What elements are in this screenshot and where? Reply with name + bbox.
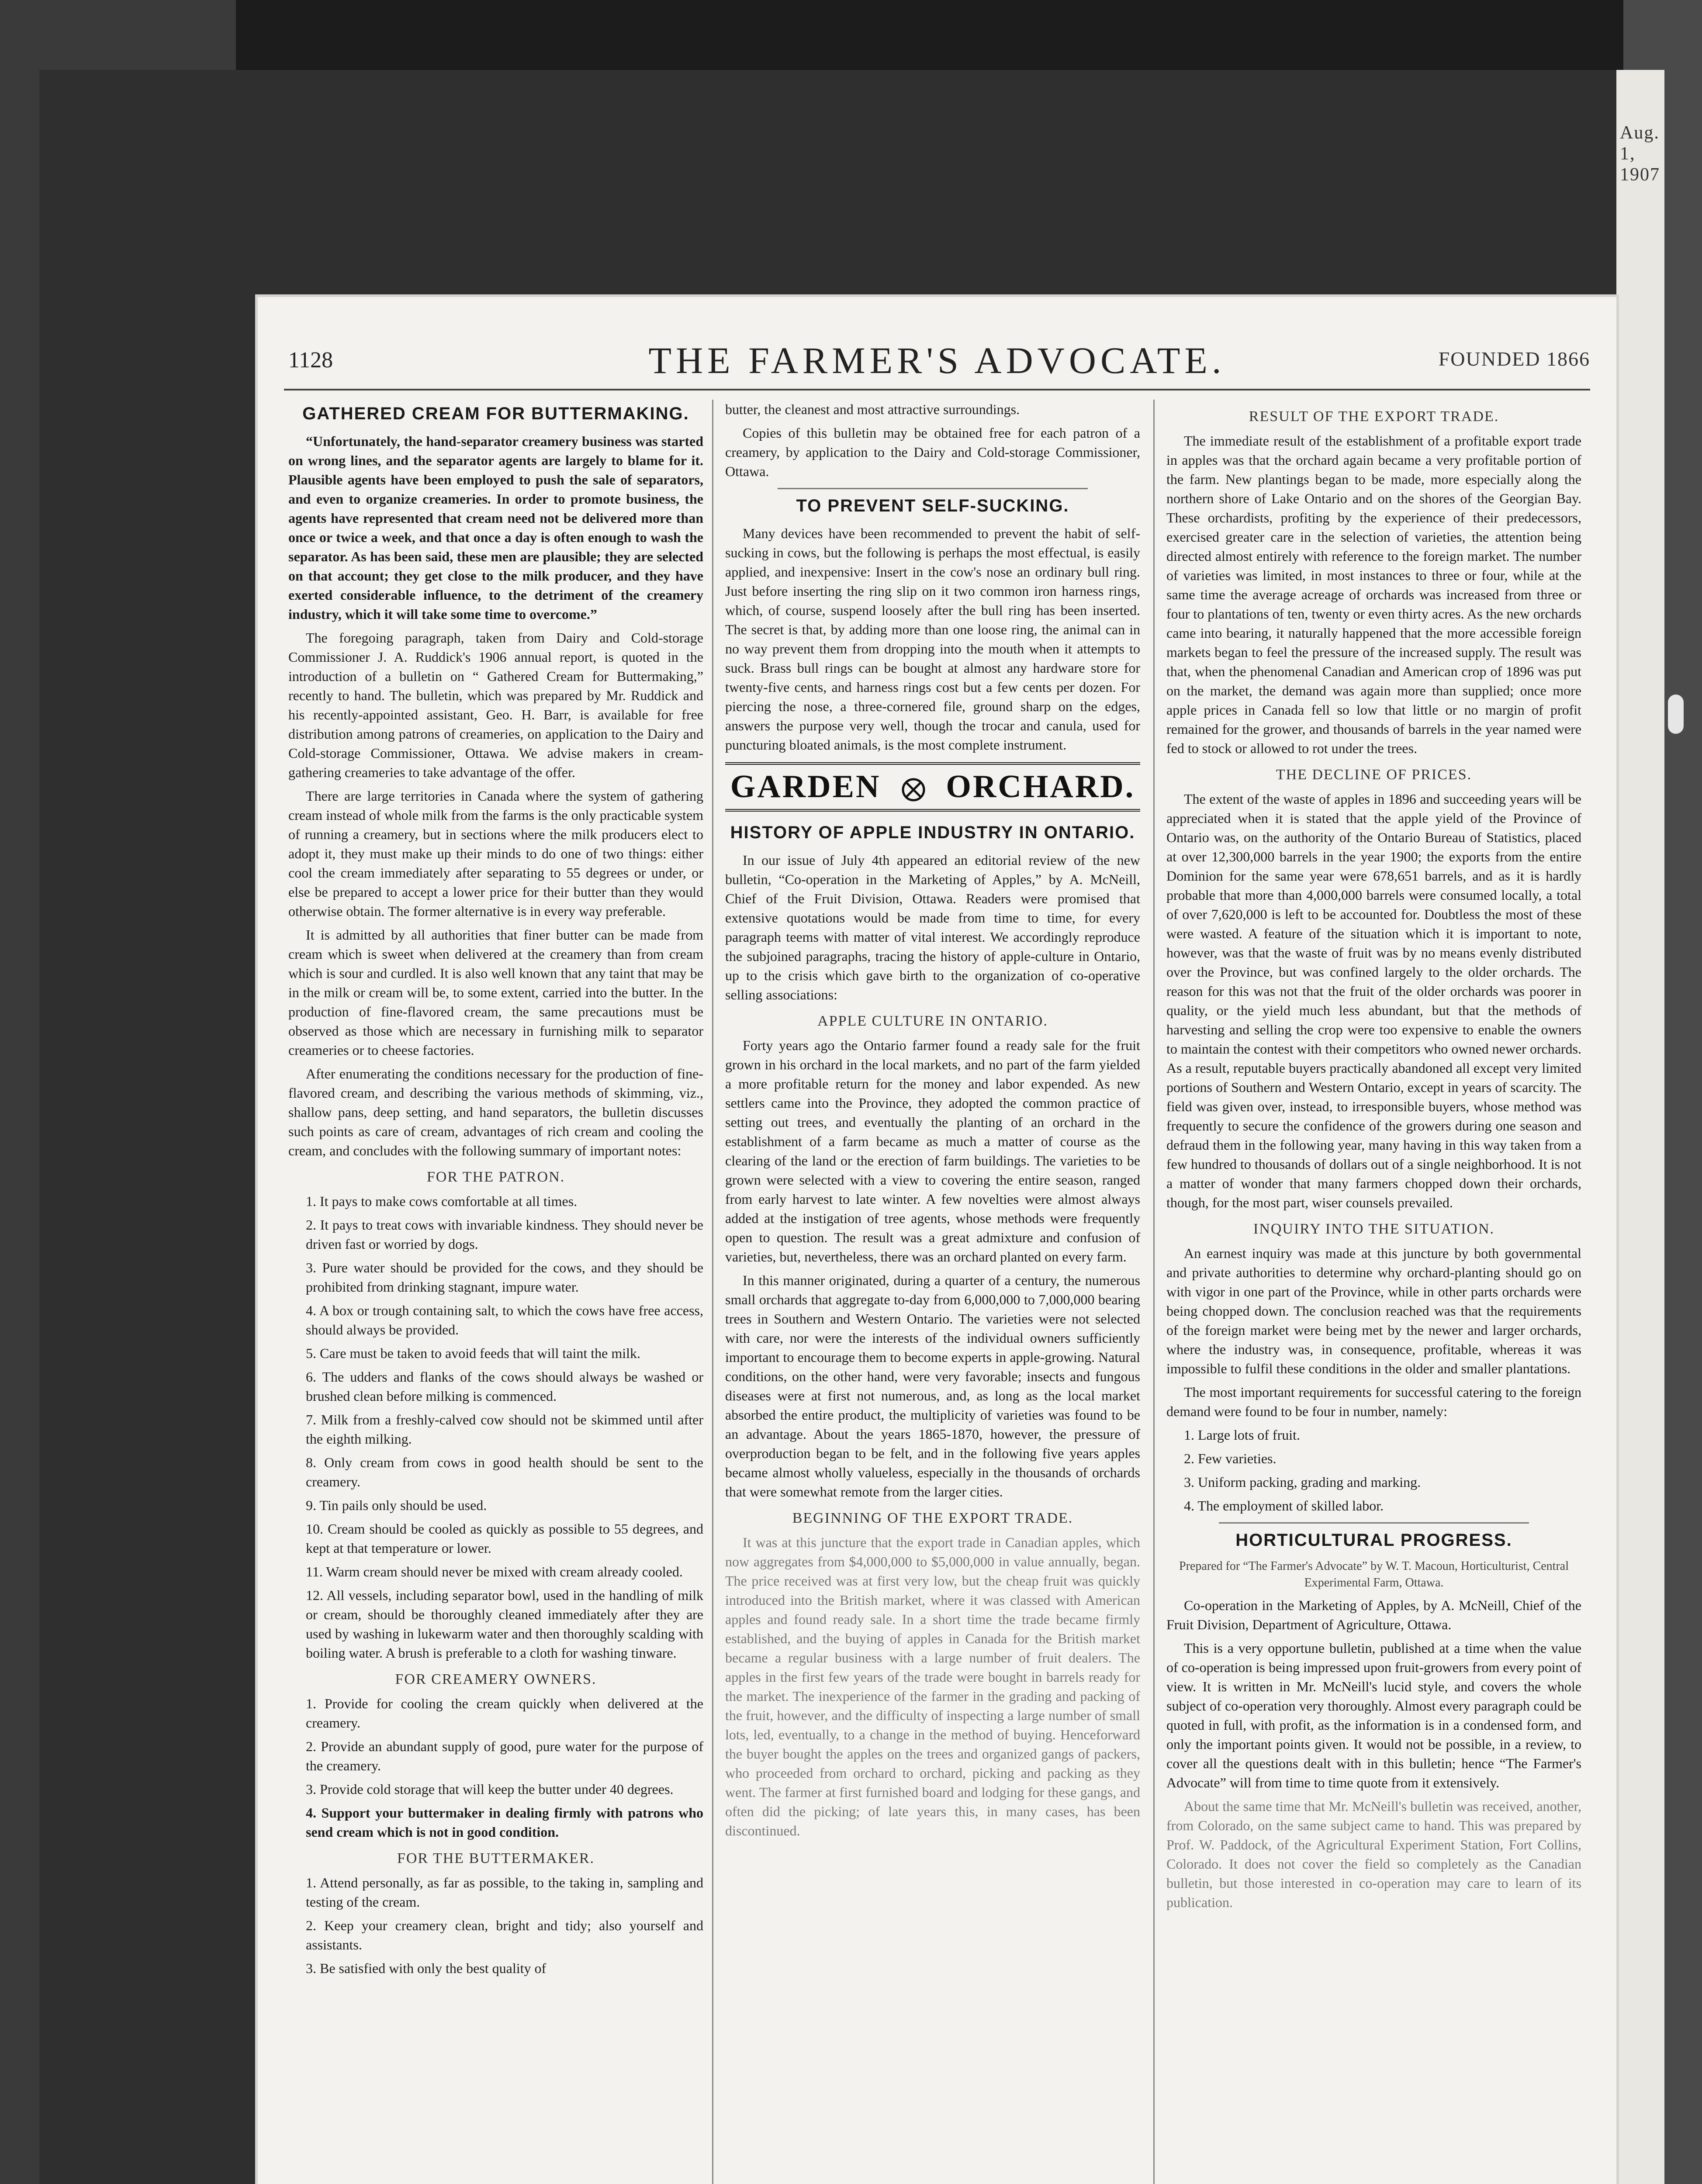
list-item: 12. All vessels, including separator bowl, used in the handling of milk or cream, should be thoroughly cleaned immediately after they are used by washing in lukewarm water and then thoroughly scalding with boiling water. A brush is preferable to a cloth for washing tinware.: [306, 1587, 703, 1661]
section-rule: [778, 488, 1088, 489]
paragraph: Co-operation in the Marketing of Apples, by A. McNeill, Chief of the Fruit Division, Department of Agriculture, Ottawa.: [1166, 1597, 1581, 1632]
banner-left: GARDEN: [730, 769, 881, 805]
founded-note: FOUNDED 1866: [1438, 348, 1590, 370]
paragraph: It is admitted by all authorities that finer butter can be made from cream which is sweet when delivered at the creamery than from cream which is sour and curdled. It is also well known that any taint that may be in the milk or cream will be, to some extent, carried into the butter. In the production of fine-flavored cream, the same precautions must be observed as those which are necessary in furnishing milk to separator creameries or to cheese factories.: [288, 927, 703, 1058]
paragraph: This is a very opportune bulletin, published at a time when the value of co-operation is being impressed upon fruit-growers from every point of view. It is written in Mr. McNeill's lucid style, and covers the whole subject of co-operation very thoroughly. Almost every paragraph could be quoted in full, with profit, as the information is in a condensed form, and only the important points given. It would not be possible, in a review, to cover all the questions dealt with in this bulletin; hence “The Farmer's Advocate” will from time to time quote from it extensively.: [1166, 1640, 1581, 1790]
section-subheading: BEGINNING OF THE EXPORT TRADE.: [792, 1510, 1073, 1526]
list-item: 6. The udders and flanks of the cows should always be washed or brushed clean before milking is commenced.: [306, 1369, 703, 1404]
paragraph: There are large territories in Canada where the system of gathering cream instead of whole milk from the farms is the only practicable system of running a creamery, but in sections where the milk producers elect to adopt it, they must make up their minds to do one of two things: either cool the cream immediately after separating to 55 degrees or under, or else be prepared to accept a lower price for their butter than they would otherwise obtain. The former alternative is in every way preferable.: [288, 788, 703, 919]
list-item: 8. Only cream from cows in good health should be sent to the creamery.: [306, 1455, 703, 1489]
ampersand-ornament-icon: [900, 777, 927, 803]
list-item: 1. It pays to make cows comfortable at all times.: [306, 1193, 578, 1209]
paragraph: Forty years ago the Ontario farmer found a ready sale for the fruit grown in his orchard in the local markets, and no part of the farm yielded a more profitable return for the money and labor expended. As new settlers came into the Province, they adopted the common practice of setting out trees, and eventually the planting of an orchard in the establishment of a farm became as much a matter of course as the clearing of the land or the erection of farm buildings. The varieties to be grown were selected with a view to covering the entire season, ranged from early harvest to late winter. A few novelties were almost always added at the instigation of tree agents, whose methods were frequently open to question. The result was a great admixture and confusion of varieties, but, nevertheless, there was an orchard planted on every farm.: [725, 1037, 1140, 1265]
section-subheading: INQUIRY INTO THE SITUATION.: [1253, 1221, 1494, 1237]
column-divider: [712, 400, 713, 2184]
list-item: 3. Uniform packing, grading and marking.: [1184, 1474, 1421, 1490]
paragraph: In our issue of July 4th appeared an editorial review of the new bulletin, “Co-operation in the Marketing of Apples,” by A. McNeill, Chief of the Fruit Division, Ottawa. Readers were promised that extensive quotations would be made from time to time, for every paragraph teems with matter of vital interest. We accordingly reproduce the subjoined paragraphs, tracing the history of apple-culture in Ontario, up to the crisis which gave birth to the organization of co-operative selling associations:: [725, 852, 1140, 1002]
list-item: 10. Cream should be cooled as quickly as possible to 55 degrees, and kept at that temperature or lower.: [306, 1521, 703, 1556]
paragraph: The immediate result of the establishment of a profitable export trade in apples was that the orchard again became a very profitable portion of the farm. New plantings began to be made, more especially along the northern shore of Lake Ontario and on the shores of the Georgian Bay. These orchardists, profiting by the experience of their predecessors, exercised greater care in the selection of varieties, the attention being directed almost entirely with reference to the foreign market. The number of varieties was limited, in most instances to three or four, while at the same time the average acreage of orchards was increased from three or four to plantations of ten, twenty or even thirty acres. As the new orchards came into bearing, it naturally happened that the more accessible foreign markets began to feel the pressure of the increased supply. The result was that, when the phenomenal Canadian and American crop of 1896 was put on the market, the demand was again more than supplied; once more apple prices in Canada fell so low that little or no margin of profit remained for the grower, and thousands of barrels in the year named were fed to stock or allowed to rot under the trees.: [1166, 433, 1581, 756]
list-item: 2. Provide an abundant supply of good, pure water for the purpose of the creamery.: [306, 1738, 703, 1773]
column-divider: [1153, 400, 1155, 2184]
list-item: 2. It pays to treat cows with invariable kindness. They should never be driven fast or worried by dogs.: [306, 1217, 703, 1252]
newspaper-title: THE FARMER'S ADVOCATE.: [648, 339, 1226, 381]
section-subheading: FOR CREAMERY OWNERS.: [395, 1671, 597, 1687]
garden-orchard-banner: [725, 762, 1140, 812]
article-heading: TO PREVENT SELF-SUCKING.: [796, 496, 1069, 515]
paragraph: The foregoing paragraph, taken from Dairy and Cold-storage Commissioner J. A. Ruddick's 1906 annual report, is quoted in the introduction of a bulletin on “ Gathered Cream for Buttermaking,” recently to hand. The bulletin, which was prepared by Mr. Ruddick and his recently-appointed assistant, Geo. H. Barr, is available for free distribution among patrons of creameries, on application to the Dairy and Cold-storage Commissioner, Ottawa. We advise makers in cream-gathering creameries to take advantage of the offer.: [288, 630, 703, 780]
adjacent-page-edge: [1616, 70, 1664, 2184]
paragraph: After enumerating the conditions necessary for the production of fine-flavored cream, and describing the various methods of skimming, viz., shallow pans, deep setting, and hand separators, the bulletin discusses such points as care of cream, advantages of rich cream and cooling the cream, and concludes with the following summary of important notes:: [288, 1066, 703, 1158]
newspaper-page: [258, 297, 1616, 2184]
list-item: 4. A box or trough containing salt, to which the cows have free access, should always be provided.: [306, 1303, 703, 1337]
list-item: 9. Tin pails only should be used.: [306, 1497, 487, 1513]
paragraph: In this manner originated, during a quarter of a century, the numerous small orchards that aggregate to-day from 6,000,000 to 7,000,000 bearing trees in Southern and Western Ontario. The varieties were not selected with care, nor were the interests of the individual owners sufficiently important to encourage them to become experts in apple-growing. Natural conditions, on the other hand, were very favorable; insects and fungous diseases were at first not numerous, and, as long as the local market absorbed the entire product, the multiplicity of varieties was found to be an advantage. About the years 1865-1870, however, the pressure of overproduction began to be felt, and in the following five years apples became almost wholly valueless, especially in the thousands of orchards that were somewhat remote from the larger cities.: [725, 1272, 1140, 1500]
list-item: 2. Keep your creamery clean, bright and tidy; also yourself and assistants.: [306, 1918, 703, 1952]
page-header: [284, 339, 1590, 387]
article-heading: GATHERED CREAM FOR BUTTERMAKING.: [302, 404, 689, 423]
list-item: 3. Be satisfied with only the best quality of: [306, 1960, 547, 1976]
list-item: 4. The employment of skilled labor.: [1184, 1498, 1384, 1514]
paragraph: Many devices have been recommended to prevent the habit of self-sucking in cows, but the following is perhaps the most effectual, is easily applied, and inexpensive: Insert in the cow's nose an ordinary bull ring. Just before inserting the ring slip on it two common iron harness rings, which, of course, suspend loosely after the bull ring has been inserted. The secret is that, by adding more than one loose ring, the animal can in no way prevent them from dropping into the mouth when it attempts to suck. Brass bull rings can be bought at almost any hardware store for twenty-five cents, and harness rings cost but a few cents per dozen. For piercing the nose, a three-cornered file, ground sharp on the edges, answers the purpose very well, though the trocar and canula, used for puncturing bloated animals, is the most complete instrument.: [725, 525, 1140, 753]
list-item: 3. Pure water should be provided for the cows, and they should be prohibited from drinking stagnant, impure water.: [306, 1260, 703, 1295]
list-item: 4. Support your buttermaker in dealing firmly with patrons who send cream which is not in good condition.: [306, 1805, 703, 1840]
article-heading: HORTICULTURAL PROGRESS.: [1235, 1531, 1512, 1550]
paragraph: Copies of this bulletin may be obtained free for each patron of a creamery, by application to the Dairy and Cold-storage Commissioner, Ottawa.: [725, 425, 1140, 479]
list-item: 5. Care must be taken to avoid feeds that will taint the milk.: [306, 1345, 641, 1361]
list-item: 1. Provide for cooling the cream quickly when delivered at the creamery.: [306, 1696, 703, 1731]
list-item: 7. Milk from a freshly-calved cow should not be skimmed until after the eighth milking.: [306, 1412, 703, 1447]
section-subheading: APPLE CULTURE IN ONTARIO.: [817, 1013, 1048, 1029]
paragraph: About the same time that Mr. McNeill's bulletin was received, another, from Colorado, on the same subject came to hand. This was prepared by Prof. W. Paddock, of the Agricultural Experiment Station, Fort Collins, Colorado. It does not cover the field so completely as the Canadian bulletin, but those interested in co-operation may care to learn of its publication.: [1166, 1798, 1581, 1910]
section-subheading: THE DECLINE OF PRICES.: [1276, 767, 1472, 783]
list-item: 1. Attend personally, as far as possible, to the taking in, sampling and testing of the cream.: [306, 1875, 703, 1910]
section-rule: [1219, 1522, 1529, 1524]
section-subheading: FOR THE BUTTERMAKER.: [397, 1850, 595, 1866]
section-subheading: FOR THE PATRON.: [426, 1169, 565, 1185]
binding-hole: [1668, 695, 1684, 734]
paragraph: An earnest inquiry was made at this juncture by both governmental and private authorities to determine why orchard-planting should go on with vigor in one part of the Province, while in other parts orchards were being chopped down. The conclusion reached was that the requirements of the foreign market were being met by the newer and larger orchards, where the industry was, in consequence, profitable, whereas it was impossible to fulfil these conditions in the older and smaller plantations.: [1166, 1245, 1581, 1376]
paragraph: butter, the cleanest and most attractive surroundings.: [725, 401, 1020, 417]
column-1: [288, 400, 703, 1982]
list-item: 1. Large lots of fruit.: [1184, 1427, 1301, 1443]
list-item: 11. Warm cream should never be mixed with cream already cooled.: [306, 1564, 683, 1579]
column-3: [1166, 400, 1581, 1916]
header-rule: [284, 389, 1590, 390]
paragraph: “Unfortunately, the hand-separator creamery business was started on wrong lines, and the separator agents are largely to blame for it. Plausible agents have been employed to push the sale of separators, and even to organize creameries. In order to promote business, the agents have represented that cream need not be delivered more than once or twice a week, and that once a day is often enough to wash the separator. As has been said, these men are plausible; they are selected on that account; they get close to the milk producer, and they have exerted considerable influence, to the detriment of the creamery industry, which it will take some time to overcome.”: [288, 433, 703, 622]
paragraph: The most important requirements for successful catering to the foreign demand were found to be four in number, namely:: [1166, 1384, 1581, 1419]
paragraph: The extent of the waste of apples in 1896 and succeeding years will be appreciated when it is stated that the apple yield of the Province of Ontario was, on the authority of the Ontario Bureau of Statistics, placed at over 12,300,000 barrels in the year 1900; the exports from the entire Dominion for the same year were 678,651 barrels, and as it is hardly probable that more than 4,000,000 barrels were consumed locally, a total of over 7,620,000 is left to be accounted for. Doubtless the most of these were wasted. A feature of the situation which it is important to note, however, was that the waste of fruit was by no means evenly distributed over the Province, but was confined largely to the older orchards. The reason for this was not that the fruit of the older orchards was poorer in quality, or the yield much less abundant, but that the methods of harvesting and selling the crop were too expensive to enable the owners to maintain the contest with their competitors who owned newer orchards. As a result, reputable buyers practically abandoned all except very limited portions of Southern and Western Ontario, except in years of scarcity. The field was given over, instead, to irresponsible buyers, whose method was frequently to secure the confidence of the growers during one season and defraud them in the following year, many having in this way taken from a few hundred to thousands of dollars out of a single neighborhood. It is not a matter of wonder that many farmers chopped down their orchards, though, for the most part, wiser counsels prevailed.: [1166, 791, 1581, 1210]
list-item: 2. Few varieties.: [1184, 1451, 1276, 1466]
article-heading: HISTORY OF APPLE INDUSTRY IN ONTARIO.: [730, 823, 1135, 842]
column-2: [725, 400, 1140, 1845]
section-subheading: RESULT OF THE EXPORT TRADE.: [1249, 408, 1499, 425]
page-number: 1128: [288, 348, 333, 373]
list-item: 3. Provide cold storage that will keep the butter under 40 degrees.: [306, 1781, 674, 1797]
banner-right: ORCHARD.: [946, 769, 1135, 805]
paragraph: It was at this juncture that the export trade in Canadian apples, which now aggregates from $4,000,000 to $5,000,000 in value annually, began. The price received was at first very low, but the cheap fruit was quickly introduced into the British market, where it was classed with American apples and found ready sale. In a short time the trade became firmly established, and the buying of apples in Canada for the British market became a regular business with a large number of fruit dealers. The apples in the first few years of the trade were bought in barrels ready for the market. The inexperience of the farmer in the grading and packing of the fruit, however, and the difficulty of inspecting a large number of small lots, led, eventually, to a change in the method of buying. Henceforward the buyer bought the apples on the trees and organized gangs of packers, who proceeded from orchard to orchard, picking and packing as they went. The farmer at first furnished board and lodging for these gangs, and often did the picking; of late years this, in many cases, has been discontinued.: [725, 1534, 1140, 1838]
adjacent-page-date: Aug. 1, 1907: [1620, 123, 1660, 185]
article-byline: Prepared for “The Farmer's Advocate” by W. T. Macoun, Horticulturist, Central Experimental Farm, Ottawa.: [1179, 1559, 1569, 1590]
